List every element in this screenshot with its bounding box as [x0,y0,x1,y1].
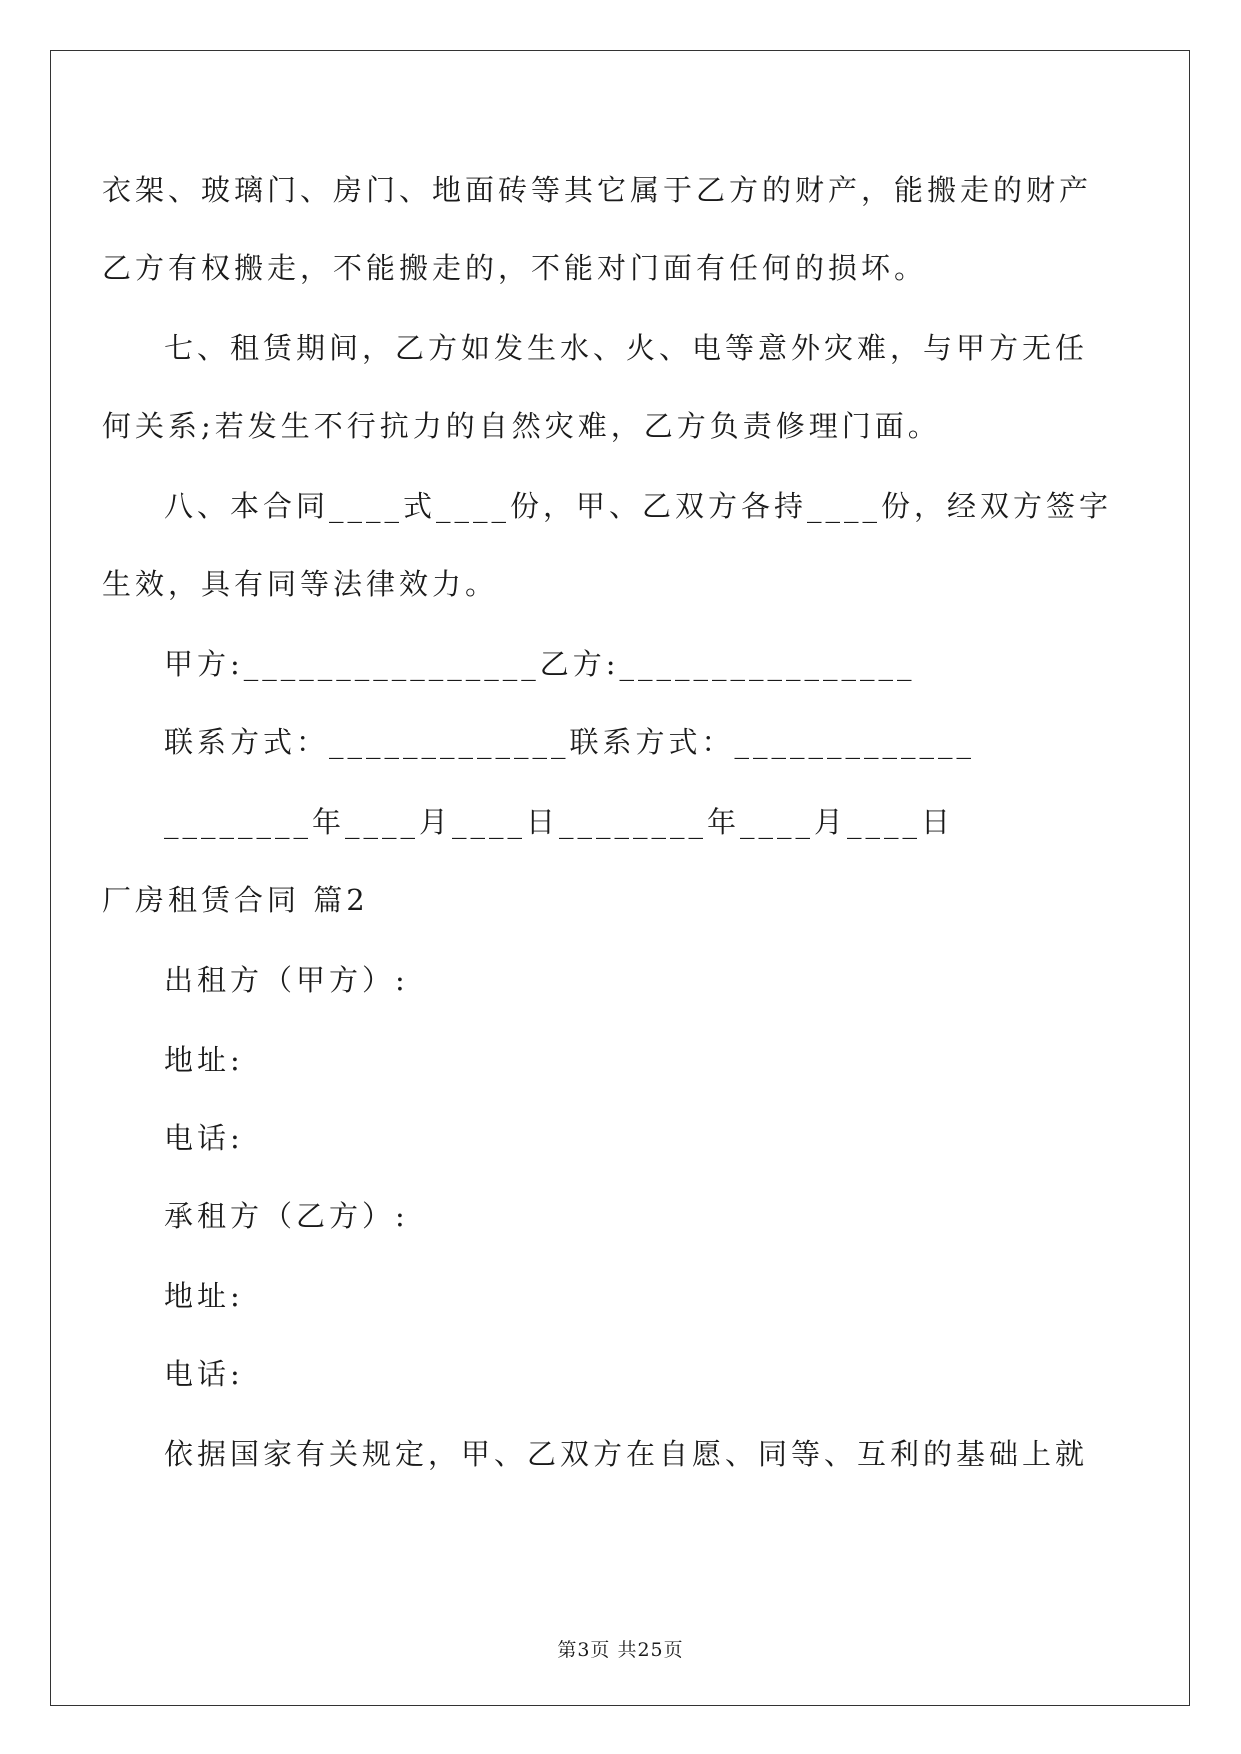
text-line: 生效，具有同等法律效力。 [102,567,499,601]
text-line: 依据国家有关规定，甲、乙双方在自愿、同等、互利的基础上就 [164,1437,1089,1471]
page-number-footer: 第3页 共25页 [557,1639,684,1661]
text-line: 乙方有权搬走，不能搬走的，不能对门面有任何的损坏。 [102,251,928,285]
text-line: 何关系;若发生不行抗力的自然灾难，乙方负责修理门面。 [102,409,941,443]
text-line: 电话: [164,1121,244,1155]
section-heading: 厂房租赁合同 篇2 [102,883,369,917]
text-line: 电话: [164,1357,244,1391]
text-line: 出租方（甲方）: [164,963,409,997]
text-line: 衣架、玻璃门、房门、地面砖等其它属于乙方的财产，能搬走的财产 [102,173,1093,207]
text-line: 八、本合同____式____份，甲、乙双方各持____份，经双方签字 [164,489,1113,523]
text-line: 地址: [164,1043,244,1077]
signature-line: 甲方:________________乙方:________________ [164,647,916,681]
date-line: ________年____月____日________年____月____日 [164,805,955,839]
contact-line: 联系方式：_____________联系方式：_____________ [164,725,976,759]
text-line: 承租方（乙方）: [164,1199,409,1233]
text-line: 地址: [164,1279,244,1313]
text-line: 七、租赁期间，乙方如发生水、火、电等意外灾难，与甲方无任 [164,331,1089,365]
